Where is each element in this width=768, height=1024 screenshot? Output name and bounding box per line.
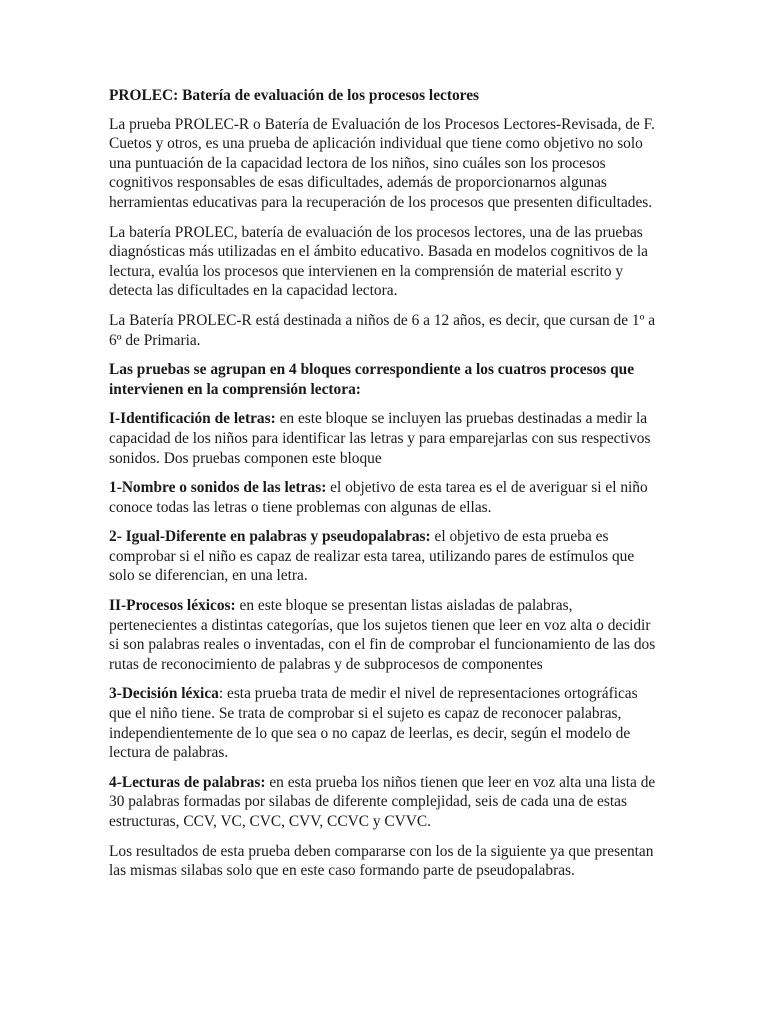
- section-lead: I-Identificación de letras:: [109, 410, 276, 428]
- intro-paragraph: La prueba PROLEC-R o Batería de Evaluación de los Procesos Lectores-Revisada, de F. Cuetos y otros, es una prueba de aplicación individual que tiene como objetivo no solo una puntuación de la capacidad lectora de los niños, sino cuáles son los procesos cognitivos responsables de esas dificultades, además de proporcionarnos algunas herramientas educativas para la recuperación de los procesos que presenten dificultades.: [109, 115, 655, 211]
- section-lead: 2- Igual-Diferente en palabras y pseudopalabras:: [109, 528, 431, 546]
- closing-paragraph: Los resultados de esta prueba deben compararse con los de la siguiente ya que presentan las mismas silabas solo que en este caso formando parte de pseudopalabras.: [109, 842, 654, 880]
- section-paragraph-procesos-lexicos: [109, 596, 659, 674]
- section-lead: II-Procesos léxicos:: [109, 597, 236, 615]
- section-lead: 4-Lecturas de palabras:: [109, 773, 266, 791]
- section-text: el objetivo de esta tarea es el de averiguar si el niño conoce todas las letras o tiene problemas con algunas de ellas.: [109, 479, 648, 516]
- section-text: el objetivo de esta prueba es comprobar si el niño es capaz de realizar esta tarea, utilizando pares de estímulos que solo se diferencian, en una letra.: [109, 528, 635, 585]
- age-range-paragraph: La Batería PROLEC-R está destinada a niños de 6 a 12 años, es decir, que cursan de 1º a 6º de Primaria.: [109, 311, 656, 349]
- section-text: en esta prueba los niños tienen que leer en voz alta una lista de 30 palabras formadas por silabas de diferente complejidad, seis de cada una de estas estructuras, CCV, VC, CVC, CVV, CCVC y CVVC.: [109, 773, 656, 830]
- section-paragraph-igual-diferente: [109, 527, 659, 586]
- section-lead: 3-Decisión léxica: [109, 685, 219, 703]
- section-paragraph-decision-lexica: [109, 684, 659, 762]
- section-paragraph-lecturas-palabras: [109, 773, 659, 832]
- section-paragraph-nombre-sonidos: [109, 478, 659, 517]
- section-text: : esta prueba trata de medir el nivel de representaciones ortográficas que el niño tiene. Se trata de comprobar si el sujeto es capaz de reconocer palabras, independientemente de lo que sea o no capaz de leerlas, es decir, según el modelo de lectura de palabras.: [109, 685, 638, 762]
- section-text: en este bloque se presentan listas aisladas de palabras, pertenecientes a distintas categorías, que los sujetos tienen que leer en voz alta o decidir si son palabras reales o inventadas, con el fin de comprobar el funcionamiento de las dos rutas de reconocimiento de palabras y de subprocesos de componentes: [109, 597, 656, 673]
- section-text: en este bloque se incluyen las pruebas destinadas a medir la capacidad de los niños para identificar las letras y para emparejarlas con sus respectivos sonidos. Dos pruebas componen este bloque: [109, 410, 651, 467]
- document-title: PROLEC: Batería de evaluación de los procesos lectores: [109, 87, 480, 104]
- section-paragraph-identificacion: [109, 409, 659, 468]
- section-lead: 1-Nombre o sonidos de las letras:: [109, 479, 327, 497]
- document-page: [109, 86, 659, 891]
- description-paragraph: La batería PROLEC, batería de evaluación de los procesos lectores, una de las pruebas diagnósticas más utilizadas en el ámbito educativo. Basada en modelos cognitivos de la lectura, evalúa los procesos que intervienen en la comprensión de material escrito y detecta las dificultades en la capacidad lectora.: [109, 223, 648, 300]
- blocks-heading-paragraph: Las pruebas se agrupan en 4 bloques correspondiente a los cuatros procesos que intervienen en la comprensión lectora:: [109, 361, 635, 398]
